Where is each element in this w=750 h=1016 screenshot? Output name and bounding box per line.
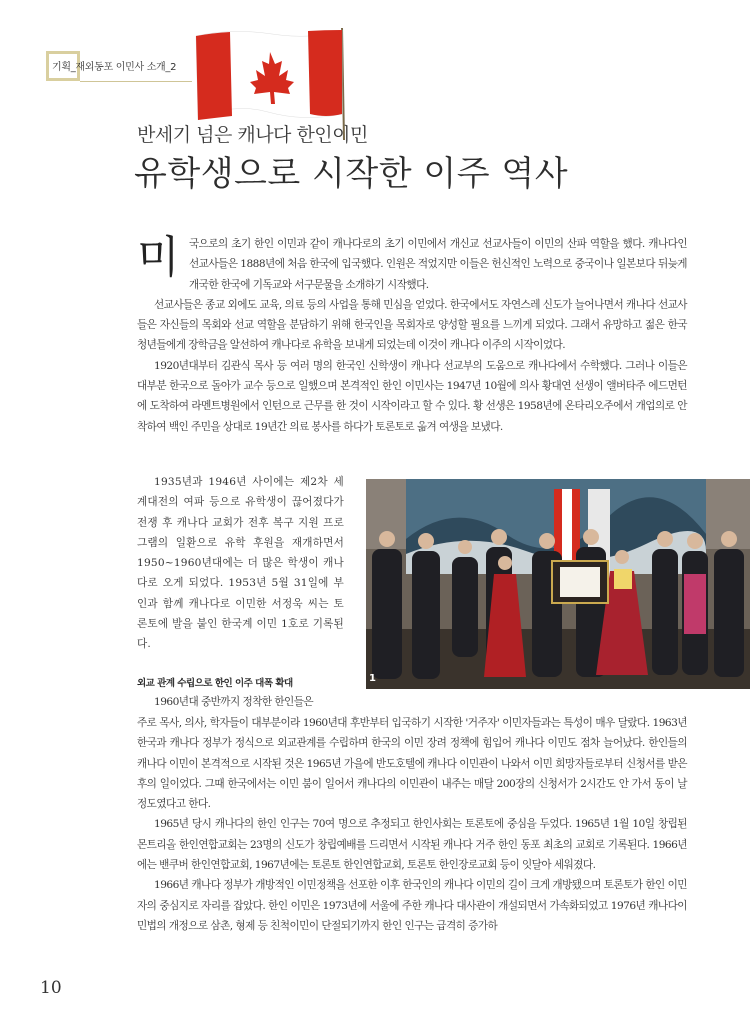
article-subtitle: 반세기 넘은 캐나다 한인이민 — [137, 124, 368, 146]
article-body-bottom — [137, 713, 687, 936]
section-label: 기획_재외동포 이민사 소개_2 — [52, 62, 177, 73]
page-number: 10 — [40, 978, 62, 998]
section-subheading: 외교 관계 수립으로 한인 이주 대폭 확대 — [137, 678, 293, 689]
paragraph-5: 주로 목사, 의사, 학자들이 대부분이라 1960년대 후반부터 입국하기 시작한 '거주자' 이민자들과는 특성이 매우 달랐다. 1963년 한국과 캐나다 정부가 정식으로 외교관계를 수립하며 한국의 이민 장려 정책에 힘입어 캐나다 이민도 점차 늘어났다. 한인들의 캐나다 이민이 본격적으로 시작된 것은 1965년 가을에 반도호텔에 캐나다 이민관이 나와서 이민 희망자들로부터 신청서를 받은 후의 일이었다. 그때 한국에서는 이민 붐이 일어서 캐나다의 이민관이 내주는 매달 200장의 신청서가 2시간도 안 가서 동이 날 정도였다고 한다. — [137, 717, 687, 811]
paragraph-2: 선교사들은 종교 외에도 교육, 의료 등의 사업을 통해 민심을 얻었다. 한국에서도 자연스레 신도가 늘어나면서 캐나다 선교사들은 자신들의 목회와 선교 역할을 분담하기 위해 한국인을 목회자로 양성할 필요를 느끼게 되었다. 그래서 유망하고 젊은 한국 청년들에게 장학금을 알선하여 캐나다로 유학을 보내게 되었는데 이것이 캐나다 이주의 시작이었다. — [137, 298, 687, 352]
drop-cap: 미 — [137, 232, 179, 283]
article-body-narrow — [137, 472, 344, 655]
section-label-rule — [80, 81, 192, 82]
intro-paragraph — [137, 234, 687, 295]
paragraph-3: 1920년대부터 김관식 목사 등 여러 명의 한국인 신학생이 캐나다 선교부의 도움으로 캐나다에서 수학했다. 그러나 이들은 대부분 한국으로 돌아가 교수 등으로 일했으며 본격적인 한인 이민사는 1947년 10월에 의사 황대연 선생이 앨버타주 에드먼턴에 도착하여 라멘트병원에서 인턴으로 근무를 한 것이 시작이라고 할 수 있다. 황 선생은 1958년에 온타리오주에서 개업의로 안착하여 백인 주민을 상대로 19년간 의료 봉사를 하다가 토론토로 옮겨 여생을 보냈다. — [137, 359, 687, 433]
paragraph-5-first-line: 1960년대 중반까지 정착한 한인들은 — [154, 696, 314, 708]
paragraph-5-start — [137, 692, 357, 712]
photo-number: 1 — [369, 673, 376, 684]
paragraph-6: 1965년 당시 캐나다의 한인 인구는 70여 명으로 추정되고 한인사회는 토론토에 중심을 두었다. 1965년 1월 10일 창립된 몬트리올 한인연합교회는 23명의 신도가 창립예배를 드리면서 시작된 캐나다 거주 한인 동포 최초의 교회로 기록된다. 1966년에는 밴쿠버 한인연합교회, 1967년에는 토론토 한인연합교회, 토론토 한인장로교회 등이 잇달아 세워졌다. — [137, 818, 687, 872]
article-title: 유학생으로 시작한 이주 역사 — [134, 154, 569, 194]
paragraph-7: 1966년 캐나다 정부가 개방적인 이민정책을 선포한 이후 한국인의 캐나다 이민의 길이 크게 개방됐으며 토론토가 한인 이민자의 중심지로 자리를 잡았다. 한인 이민은 1973년에 서울에 주한 캐나다 대사관이 개설되면서 가속화되었고 1976년 캐나다이민법의 개정으로 삼촌, 형제 등 친척이민이 단절되기까지 한인 인구는 급격히 증가하 — [137, 879, 687, 932]
article-body-top — [137, 234, 687, 437]
paragraph-4: 1935년과 1946년 사이에는 제2차 세계대전의 여파 등으로 유학생이 끊어졌다가 전쟁 후 캐나다 교회가 전후 복구 지원 프로그램의 일환으로 유학 후원을 재개하면서 1950~1960년대에는 더 많은 학생이 캐나다로 오게 되었다. 1953년 5월 31일에 부인과 함께 캐나다로 이민한 서정욱 씨는 토론토에 발을 붙인 한국계 이민 1호로 기록된다. — [137, 476, 344, 651]
group-photo — [366, 479, 750, 689]
intro-text: 국으로의 초기 한인 이민과 같이 캐나다로의 초기 이민에서 개신교 선교사들이 이민의 산파 역할을 했다. 캐나다인 선교사들은 1888년에 처음 한국에 입국했다. 인원은 적었지만 이들은 헌신적인 노력으로 중국이나 일본보다 뒤늦게 개국한 한국에 기독교와 서구문물을 소개하기 시작했다. — [188, 238, 687, 291]
